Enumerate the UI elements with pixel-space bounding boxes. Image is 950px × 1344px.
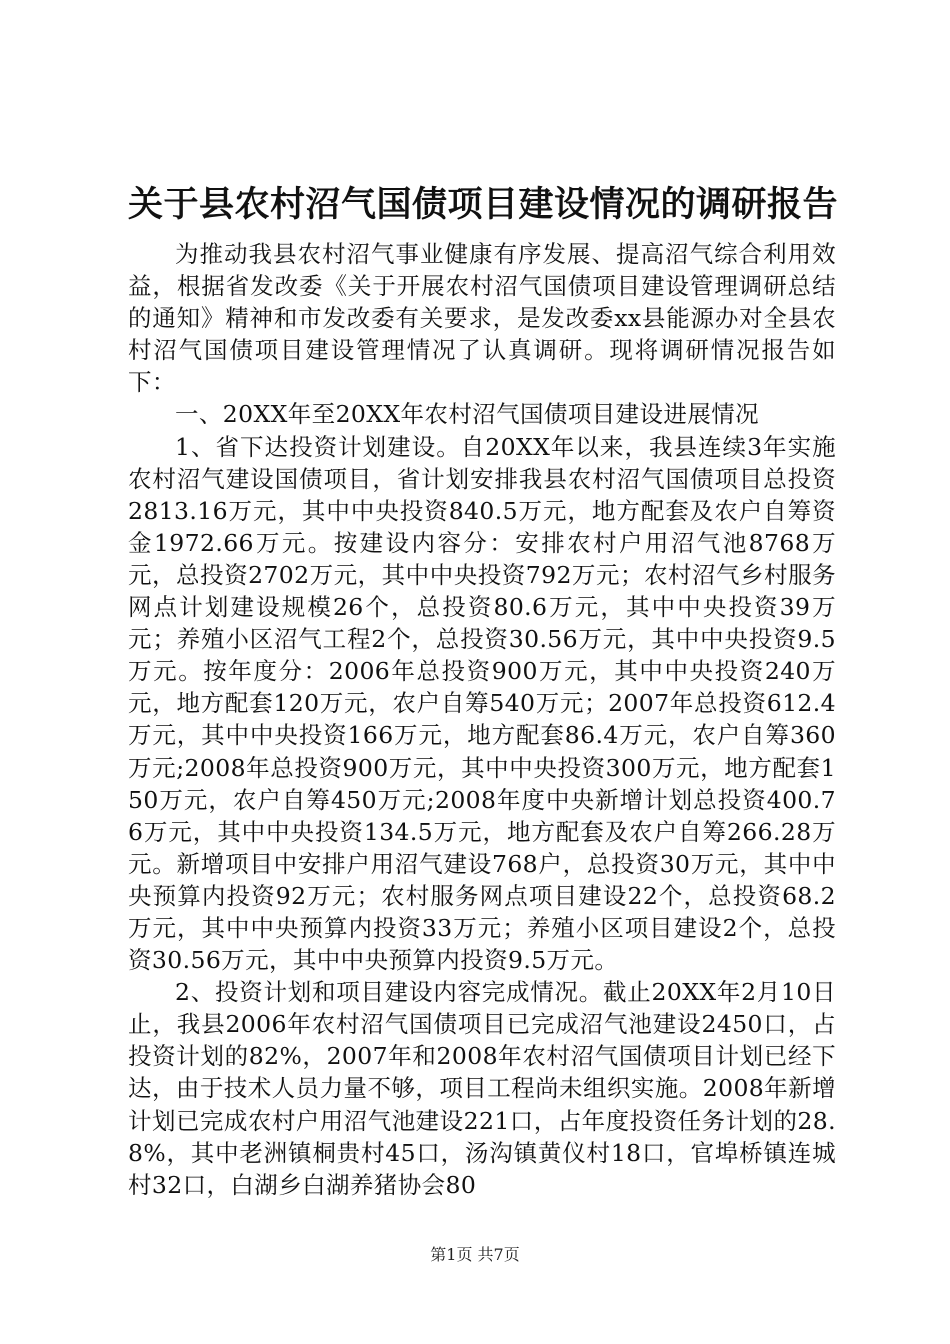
section-heading: 一、20XX年至20XX年农村沼气国债项目建设进展情况 — [175, 400, 760, 429]
document-title: 关于县农村沼气国债项目建设情况的调研报告 — [128, 184, 839, 225]
document-body — [128, 238, 836, 1201]
intro-paragraph: 为推动我县农村沼气事业健康有序发展、提高沼气综合利用效益，根据省发改委《关于开展农村沼气国债项目建设管理调研总结的通知》精神和市发改委有关要求，是发改委xx县能源办对全县农村沼气国债项目建设管理情况了认真调研。现将调研情况报告如下： — [128, 240, 836, 397]
page-number-footer: 第1页 共7页 — [430, 1245, 520, 1264]
investment-plan-paragraph: 1、省下达投资计划建设。自20XX年以来，我县连续3年实施农村沼气建设国债项目，省计划安排我县农村沼气国债项目总投资2813.16万元，其中中央投资840.5万元，地方配套及农户自筹资金1972.66万元。按建设内容分：安排农村户用沼气池8768万元，总投资2702万元，其中中央投资792万元；农村沼气乡村服务网点计划建设规模26个，总投资80.6万元，其中中央投资39万元；养殖小区沼气工程2个，总投资30.56万元，其中中央投资9.5万元。按年度分：2006年总投资900万元，其中中央投资240万元，地方配套120万元，农户自筹540万元；2007年总投资612.4万元，其中中央投资166万元，地方配套86.4万元，农户自筹360万元;2008年总投资900万元，其中中央投资300万元，地方配套150万元，农户自筹450万元;2008年度中央新增计划总投资400.76万元，其中中央投资134.5万元，地方配套及农户自筹266.28万元。新增项目中安排户用沼气建设768户，总投资30万元，其中中央预算内投资92万元；农村服务网点项目建设22个，总投资68.2万元，其中中央预算内投资33万元；养殖小区项目建设2个，总投资30.56万元，其中中央预算内投资9.5万元。 — [128, 432, 836, 975]
completion-status-paragraph: 2、投资计划和项目建设内容完成情况。截止20XX年2月10日止，我县2006年农村沼气国债项目已完成沼气池建设2450口，占投资计划的82%，2007年和2008年农村沼气国债项目计划已经下达，由于技术人员力量不够，项目工程尚未组织实施。2008年新增计划已完成农村户用沼气池建设221口，占年度投资任务计划的28.8%，其中老洲镇桐贵村45口，汤沟镇黄仪村18口，官埠桥镇连城村32口，白湖乡白湖养猪协会80 — [128, 978, 836, 1199]
